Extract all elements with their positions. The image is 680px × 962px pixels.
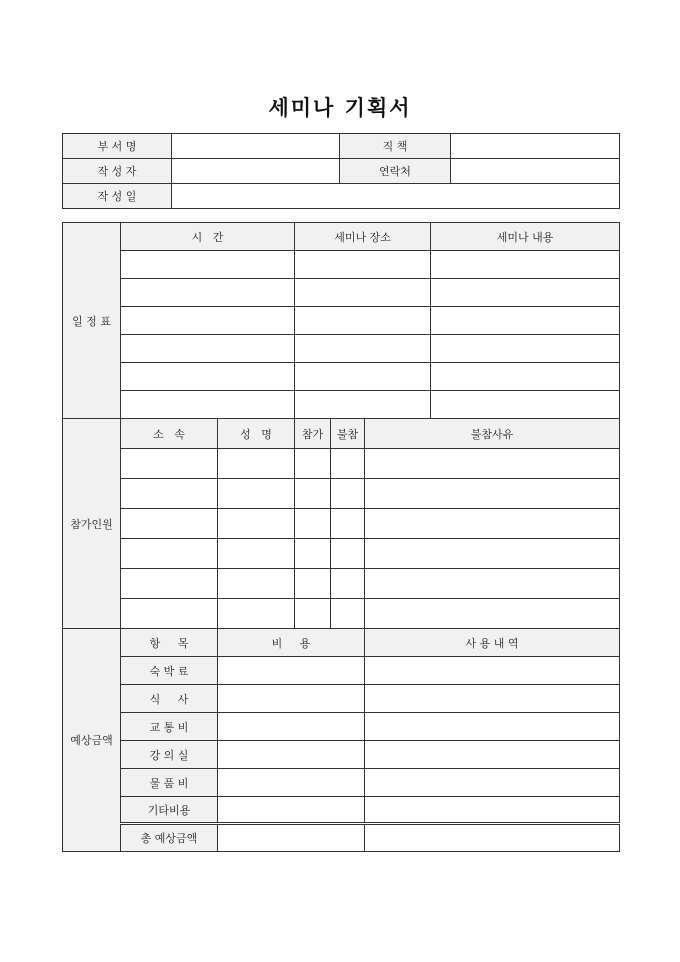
schedule-content-cell[interactable]	[431, 307, 620, 335]
budget-section-label: 예상금액	[63, 629, 121, 852]
budget-detail-cell[interactable]	[365, 769, 620, 797]
budget-detail-cell[interactable]	[365, 713, 620, 741]
contact-label: 연락처	[340, 159, 451, 184]
schedule-place-cell[interactable]	[295, 335, 431, 363]
schedule-content-cell[interactable]	[431, 335, 620, 363]
budget-detail-cell[interactable]	[365, 657, 620, 685]
position-label: 직 책	[340, 134, 451, 159]
participant-attend-cell[interactable]	[295, 509, 331, 539]
schedule-time-cell[interactable]	[121, 279, 295, 307]
department-field[interactable]	[172, 134, 340, 159]
participant-affiliation-cell[interactable]	[121, 449, 218, 479]
participant-affiliation-cell[interactable]	[121, 539, 218, 569]
budget-col-detail: 사 용 내 역	[365, 629, 620, 657]
participant-name-cell[interactable]	[218, 569, 295, 599]
participant-name-cell[interactable]	[218, 479, 295, 509]
schedule-time-cell[interactable]	[121, 307, 295, 335]
author-label: 작 성 자	[63, 159, 172, 184]
budget-cost-cell[interactable]	[218, 797, 365, 824]
participant-attend-cell[interactable]	[295, 449, 331, 479]
department-label: 부 서 명	[63, 134, 172, 159]
participant-affiliation-cell[interactable]	[121, 599, 218, 629]
participant-reason-cell[interactable]	[365, 539, 620, 569]
budget-detail-cell[interactable]	[365, 685, 620, 713]
participant-absent-cell[interactable]	[331, 539, 365, 569]
main-form-table	[62, 222, 620, 852]
date-field[interactable]	[172, 184, 620, 209]
participants-col-reason: 불참사유	[365, 419, 620, 449]
schedule-col-time: 시 간	[121, 223, 295, 251]
participant-attend-cell[interactable]	[295, 599, 331, 629]
budget-detail-cell[interactable]	[365, 797, 620, 824]
participants-col-attend: 참가	[295, 419, 331, 449]
participant-affiliation-cell[interactable]	[121, 509, 218, 539]
participants-col-affiliation: 소 속	[121, 419, 218, 449]
participant-attend-cell[interactable]	[295, 479, 331, 509]
participant-name-cell[interactable]	[218, 539, 295, 569]
budget-total-cost-cell[interactable]	[218, 824, 365, 852]
participant-attend-cell[interactable]	[295, 569, 331, 599]
budget-item-label: 강 의 실	[121, 741, 218, 769]
participants-col-absent: 불참	[331, 419, 365, 449]
date-label: 작 성 일	[63, 184, 172, 209]
budget-cost-cell[interactable]	[218, 685, 365, 713]
participant-absent-cell[interactable]	[331, 509, 365, 539]
schedule-content-cell[interactable]	[431, 363, 620, 391]
budget-item-label: 기타비용	[121, 797, 218, 824]
participant-absent-cell[interactable]	[331, 599, 365, 629]
schedule-place-cell[interactable]	[295, 279, 431, 307]
budget-col-item: 항 목	[121, 629, 218, 657]
budget-total-detail-cell[interactable]	[365, 824, 620, 852]
participant-name-cell[interactable]	[218, 599, 295, 629]
header-info-table	[62, 133, 620, 209]
participant-reason-cell[interactable]	[365, 449, 620, 479]
schedule-content-cell[interactable]	[431, 279, 620, 307]
schedule-section-label: 일 정 표	[63, 223, 121, 419]
schedule-time-cell[interactable]	[121, 251, 295, 279]
page-title: 세미나 기획서	[268, 96, 412, 120]
schedule-col-content: 세미나 내용	[431, 223, 620, 251]
contact-field[interactable]	[451, 159, 620, 184]
participant-absent-cell[interactable]	[331, 569, 365, 599]
participant-affiliation-cell[interactable]	[121, 569, 218, 599]
schedule-place-cell[interactable]	[295, 251, 431, 279]
author-field[interactable]	[172, 159, 340, 184]
participant-name-cell[interactable]	[218, 509, 295, 539]
position-field[interactable]	[451, 134, 620, 159]
participant-absent-cell[interactable]	[331, 449, 365, 479]
schedule-col-place: 세미나 장소	[295, 223, 431, 251]
budget-cost-cell[interactable]	[218, 657, 365, 685]
budget-item-label: 식 사	[121, 685, 218, 713]
budget-item-label: 교 통 비	[121, 713, 218, 741]
participant-attend-cell[interactable]	[295, 539, 331, 569]
budget-col-cost: 비 용	[218, 629, 365, 657]
budget-total-label: 총 예상금액	[121, 824, 218, 852]
budget-cost-cell[interactable]	[218, 769, 365, 797]
participants-section-label: 참가인원	[63, 419, 121, 629]
budget-cost-cell[interactable]	[218, 713, 365, 741]
schedule-time-cell[interactable]	[121, 335, 295, 363]
schedule-content-cell[interactable]	[431, 251, 620, 279]
participant-absent-cell[interactable]	[331, 479, 365, 509]
schedule-place-cell[interactable]	[295, 363, 431, 391]
schedule-place-cell[interactable]	[295, 307, 431, 335]
schedule-time-cell[interactable]	[121, 363, 295, 391]
budget-cost-cell[interactable]	[218, 741, 365, 769]
schedule-place-cell[interactable]	[295, 391, 431, 419]
budget-detail-cell[interactable]	[365, 741, 620, 769]
budget-item-label: 숙 박 료	[121, 657, 218, 685]
participant-reason-cell[interactable]	[365, 509, 620, 539]
participants-col-name: 성 명	[218, 419, 295, 449]
schedule-time-cell[interactable]	[121, 391, 295, 419]
budget-item-label: 물 품 비	[121, 769, 218, 797]
schedule-content-cell[interactable]	[431, 391, 620, 419]
participant-reason-cell[interactable]	[365, 599, 620, 629]
participant-reason-cell[interactable]	[365, 569, 620, 599]
participant-name-cell[interactable]	[218, 449, 295, 479]
participant-reason-cell[interactable]	[365, 479, 620, 509]
participant-affiliation-cell[interactable]	[121, 479, 218, 509]
